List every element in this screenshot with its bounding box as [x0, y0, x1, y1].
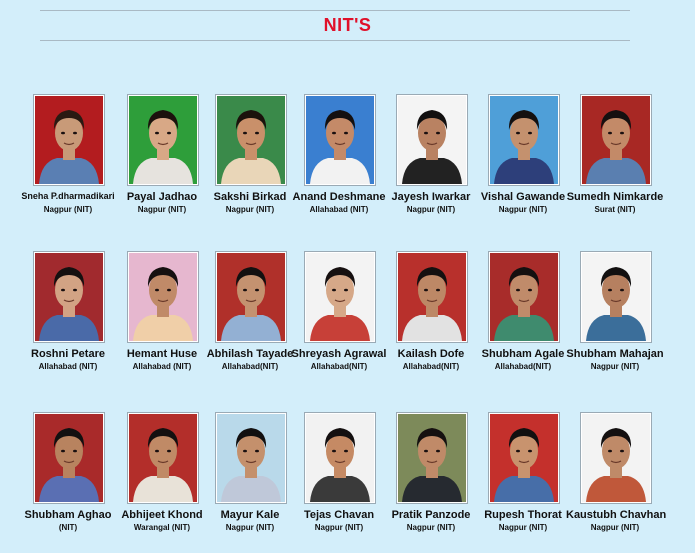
student-card	[290, 413, 388, 553]
student-name: Rupesh Thorat	[484, 509, 562, 521]
student-card	[566, 252, 664, 392]
student-name: Vishal Gawande	[480, 191, 566, 203]
student-name: Kaustubh Chavhan	[566, 509, 667, 521]
student-card	[201, 95, 299, 235]
student-name: Shubham Aghao	[24, 509, 112, 521]
student-photo	[128, 413, 198, 503]
title-divider	[40, 40, 630, 41]
student-institute: Nagpur (NIT)	[590, 362, 640, 371]
student-card	[290, 252, 388, 392]
student-name: Abhilash Tayade	[206, 348, 294, 360]
student-name: Pratik Panzode	[391, 509, 471, 521]
student-name: Shubham Agale	[481, 348, 565, 360]
student-photo	[397, 252, 467, 342]
student-name: Sumedh Nimkarde	[566, 191, 664, 203]
student-photo	[581, 95, 651, 185]
student-card	[113, 95, 211, 235]
student-name: Jayesh Iwarkar	[391, 191, 471, 203]
student-photo	[581, 413, 651, 503]
student-name: Mayur Kale	[220, 509, 280, 521]
student-photo	[216, 252, 286, 342]
student-card	[382, 252, 480, 392]
student-name: Roshni Petare	[31, 348, 105, 360]
student-institute: Nagpur (NIT)	[498, 205, 548, 214]
student-name: Sakshi Birkad	[213, 191, 287, 203]
student-card	[566, 95, 664, 235]
student-institute: Nagpur (NIT)	[137, 205, 187, 214]
student-card	[19, 413, 117, 553]
student-card	[19, 95, 117, 235]
student-institute: Allahabad(NIT)	[221, 362, 279, 371]
student-name: Anand Deshmane	[292, 191, 386, 203]
student-photo	[34, 252, 104, 342]
student-institute: Allahabad (NIT)	[132, 362, 192, 371]
student-photo	[128, 252, 198, 342]
student-institute: Nagpur (NIT)	[406, 523, 456, 532]
student-card	[474, 413, 572, 553]
student-card	[19, 252, 117, 392]
student-institute: Warangal (NIT)	[133, 523, 191, 532]
student-institute: (NIT)	[58, 523, 78, 532]
student-institute: Nagpur (NIT)	[314, 523, 364, 532]
student-name: Payal Jadhao	[126, 191, 198, 203]
student-card	[113, 252, 211, 392]
student-institute: Nagpur (NIT)	[590, 523, 640, 532]
student-card	[382, 95, 480, 235]
student-photo	[305, 413, 375, 503]
student-institute: Allahabad(NIT)	[494, 362, 552, 371]
student-institute: Surat (NIT)	[594, 205, 636, 214]
student-institute: Nagpur (NIT)	[43, 205, 93, 214]
student-card	[566, 413, 667, 553]
student-card	[113, 413, 211, 553]
student-name: Shubham Mahajan	[566, 348, 664, 360]
student-institute: Nagpur (NIT)	[498, 523, 548, 532]
student-card	[201, 413, 299, 553]
student-photo	[128, 95, 198, 185]
student-institute: Nagpur (NIT)	[406, 205, 456, 214]
student-photo	[489, 95, 559, 185]
student-card	[382, 413, 480, 553]
student-photo	[216, 413, 286, 503]
student-name: Kailash Dofe	[397, 348, 465, 360]
student-institute: Allahabad(NIT)	[310, 362, 368, 371]
student-card	[474, 95, 572, 235]
student-photo	[489, 413, 559, 503]
student-photo	[305, 95, 375, 185]
student-photo	[216, 95, 286, 185]
top-divider	[40, 10, 630, 11]
student-institute: Allahabad(NIT)	[402, 362, 460, 371]
page-title: NIT'S	[323, 15, 372, 35]
student-institute: Nagpur (NIT)	[225, 205, 275, 214]
student-card	[290, 95, 388, 235]
student-name: Abhijeet Khond	[121, 509, 203, 521]
student-photo	[489, 252, 559, 342]
student-name: Tejas Chavan	[303, 509, 375, 521]
student-institute: Allahabad (NIT)	[38, 362, 98, 371]
student-institute: Allahabad (NIT)	[309, 205, 369, 214]
student-name: Sneha P.dharmadikari	[21, 191, 115, 201]
student-photo	[34, 95, 104, 185]
student-institute: Nagpur (NIT)	[225, 523, 275, 532]
student-name: Hemant Huse	[126, 348, 198, 360]
student-photo	[397, 95, 467, 185]
student-photo	[397, 413, 467, 503]
student-card	[474, 252, 572, 392]
student-photo	[305, 252, 375, 342]
student-name: Shreyash Agrawal	[291, 348, 387, 360]
student-photo	[34, 413, 104, 503]
student-photo	[581, 252, 651, 342]
student-card	[201, 252, 299, 392]
